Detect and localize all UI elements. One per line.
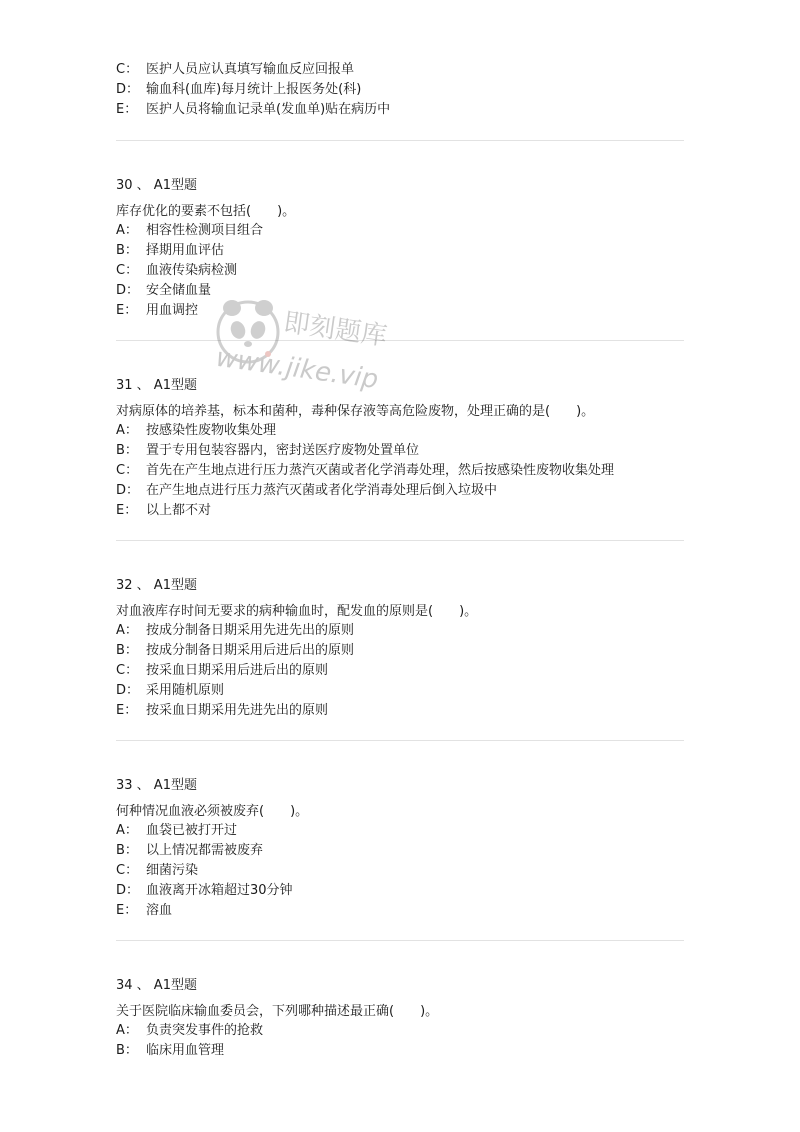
- option-letter: D：: [116, 683, 140, 698]
- option-text: 临床用血管理: [146, 1043, 225, 1058]
- option-letter: A：: [116, 623, 138, 638]
- divider: [116, 740, 684, 741]
- option-c: [116, 261, 237, 281]
- option-c: [116, 60, 354, 80]
- option-letter: C：: [116, 62, 139, 77]
- option-a: [116, 621, 354, 641]
- option-e: [116, 901, 172, 921]
- option-a: [116, 221, 263, 241]
- option-e: [116, 301, 198, 321]
- divider: [116, 340, 684, 341]
- option-text: 按成分制备日期采用先进先出的原则: [146, 623, 355, 638]
- option-text: 在产生地点进行压力蒸汽灭菌或者化学消毒处理后倒入垃圾中: [146, 483, 498, 498]
- option-letter: A：: [116, 1023, 138, 1038]
- option-letter: C：: [116, 263, 139, 278]
- divider: [116, 140, 684, 141]
- option-a: [116, 421, 276, 441]
- option-text: 用血调控: [146, 303, 199, 318]
- question-stem: 对血液库存时间无要求的病种输血时，配发血的原则是( )。: [116, 604, 478, 619]
- option-text: 医护人员应认真填写输血反应回报单: [146, 62, 355, 77]
- option-a: [116, 821, 237, 841]
- option-text: 负责突发事件的抢救: [146, 1023, 264, 1038]
- option-text: 输血科(血库)每月统计上报医务处(科): [146, 82, 362, 97]
- option-letter: C：: [116, 463, 139, 478]
- svg-text:即刻题库: 即刻题库: [281, 307, 389, 352]
- panda-icon: [218, 300, 278, 362]
- option-letter: E：: [116, 703, 138, 718]
- question-header: 32 、 A1型题: [116, 578, 197, 593]
- option-d: [116, 881, 293, 901]
- question-stem: 何种情况血液必须被废弃( )。: [116, 804, 309, 819]
- option-letter: D：: [116, 82, 140, 97]
- option-e: [116, 501, 211, 521]
- option-e: [116, 100, 390, 120]
- option-letter: A：: [116, 423, 138, 438]
- option-letter: A：: [116, 823, 138, 838]
- option-d: [116, 481, 497, 501]
- option-letter: E：: [116, 503, 138, 518]
- option-letter: E：: [116, 903, 138, 918]
- svg-text:www.jike.vip: www.jike.vip: [214, 342, 381, 396]
- option-b: [116, 1041, 224, 1061]
- option-letter: D：: [116, 883, 140, 898]
- option-letter: B：: [116, 243, 138, 258]
- option-letter: A：: [116, 223, 138, 238]
- option-letter: C：: [116, 863, 139, 878]
- option-text: 相容性检测项目组合: [146, 223, 264, 238]
- divider: [116, 940, 684, 941]
- option-letter: E：: [116, 102, 138, 117]
- option-b: [116, 441, 419, 461]
- option-text: 择期用血评估: [146, 243, 225, 258]
- option-text: 血袋已被打开过: [146, 823, 238, 838]
- question-stem: 关于医院临床输血委员会，下列哪种描述最正确( )。: [116, 1004, 439, 1019]
- option-letter: B：: [116, 643, 138, 658]
- option-a: [116, 1021, 263, 1041]
- option-text: 细菌污染: [146, 863, 199, 878]
- option-c: [116, 461, 614, 481]
- option-letter: B：: [116, 843, 138, 858]
- option-text: 置于专用包装容器内，密封送医疗废物处置单位: [146, 443, 420, 458]
- option-text: 按采血日期采用后进后出的原则: [146, 663, 329, 678]
- option-c: [116, 861, 198, 881]
- divider: [116, 540, 684, 541]
- option-d: [116, 681, 224, 701]
- option-text: 以上都不对: [146, 503, 212, 518]
- option-text: 按采血日期采用先进先出的原则: [146, 703, 329, 718]
- option-text: 按感染性废物收集处理: [146, 423, 277, 438]
- option-text: 安全储血量: [146, 283, 212, 298]
- option-letter: B：: [116, 1043, 138, 1058]
- option-letter: C：: [116, 663, 139, 678]
- question-stem: 库存优化的要素不包括( )。: [116, 204, 296, 219]
- option-e: [116, 701, 328, 721]
- option-text: 以上情况都需被废弃: [146, 843, 264, 858]
- option-text: 首先在产生地点进行压力蒸汽灭菌或者化学消毒处理，然后按感染性废物收集处理: [146, 463, 615, 478]
- option-letter: D：: [116, 483, 140, 498]
- option-letter: B：: [116, 443, 138, 458]
- option-b: [116, 241, 224, 261]
- question-header: 33 、 A1型题: [116, 778, 197, 793]
- option-c: [116, 661, 328, 681]
- option-letter: E：: [116, 303, 138, 318]
- question-header: 30 、 A1型题: [116, 178, 197, 193]
- option-text: 采用随机原则: [146, 683, 225, 698]
- option-text: 溶血: [146, 903, 173, 918]
- option-letter: D：: [116, 283, 140, 298]
- question-stem: 对病原体的培养基，标本和菌种，毒种保存液等高危险废物，处理正确的是( )。: [116, 404, 595, 419]
- option-text: 按成分制备日期采用后进后出的原则: [146, 643, 355, 658]
- option-d: [116, 80, 361, 100]
- question-header: 34 、 A1型题: [116, 978, 197, 993]
- question-header: 31 、 A1型题: [116, 378, 197, 393]
- option-text: 血液传染病检测: [146, 263, 238, 278]
- option-b: [116, 641, 354, 661]
- option-b: [116, 841, 263, 861]
- option-text: 血液离开冰箱超过30分钟: [146, 883, 293, 898]
- option-d: [116, 281, 211, 301]
- option-text: 医护人员将输血记录单(发血单)贴在病历中: [146, 102, 391, 117]
